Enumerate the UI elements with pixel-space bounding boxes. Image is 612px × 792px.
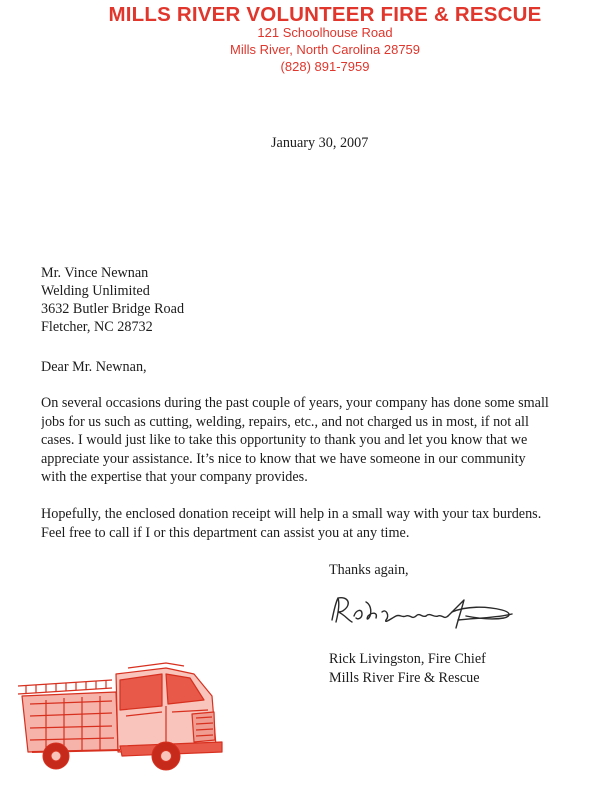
paragraph-line: cases. I would just like to take this opportunity to thank you and let you know that we	[41, 432, 528, 448]
paragraph-line: On several occasions during the past couple of years, your company has done some small	[41, 395, 549, 411]
recipient-name: Mr. Vince Newnan	[41, 265, 149, 281]
fire-truck-icon	[16, 660, 226, 778]
recipient-city: Fletcher, NC 28732	[41, 319, 153, 335]
body-paragraph-1	[41, 394, 612, 487]
letterhead-phone: (828) 891-7959	[280, 59, 370, 74]
body-paragraph-2	[41, 505, 612, 542]
organization-name: MILLS RIVER VOLUNTEER FIRE & RESCUE	[108, 3, 542, 26]
letter-date: January 30, 2007	[271, 135, 369, 151]
signer-organization: Mills River Fire & Rescue	[329, 670, 480, 686]
recipient-company: Welding Unlimited	[41, 283, 150, 299]
paragraph-line: appreciate your assistance. It’s nice to know that we have someone in our community	[41, 450, 526, 467]
paragraph-line: Hopefully, the enclosed donation receipt will help in a small way with your tax burdens.	[41, 506, 542, 522]
signer-name-title: Rick Livingston, Fire Chief	[329, 651, 486, 667]
paragraph-line: with the expertise that your company provides.	[41, 469, 308, 485]
recipient-street: 3632 Butler Bridge Road	[41, 301, 185, 317]
paragraph-line: jobs for us such as cutting, welding, repairs, etc., and not charged us in most, if not all	[41, 413, 529, 430]
letterhead-street: 121 Schoolhouse Road	[257, 25, 393, 40]
paragraph-line: Feel free to call if I or this department can assist you at any time.	[41, 524, 410, 541]
salutation: Dear Mr. Newnan,	[41, 359, 147, 375]
recipient-address	[41, 264, 184, 336]
closing: Thanks again,	[329, 562, 409, 578]
letterhead-city: Mills River, North Carolina 28759	[229, 42, 421, 57]
signature-icon	[326, 590, 526, 632]
